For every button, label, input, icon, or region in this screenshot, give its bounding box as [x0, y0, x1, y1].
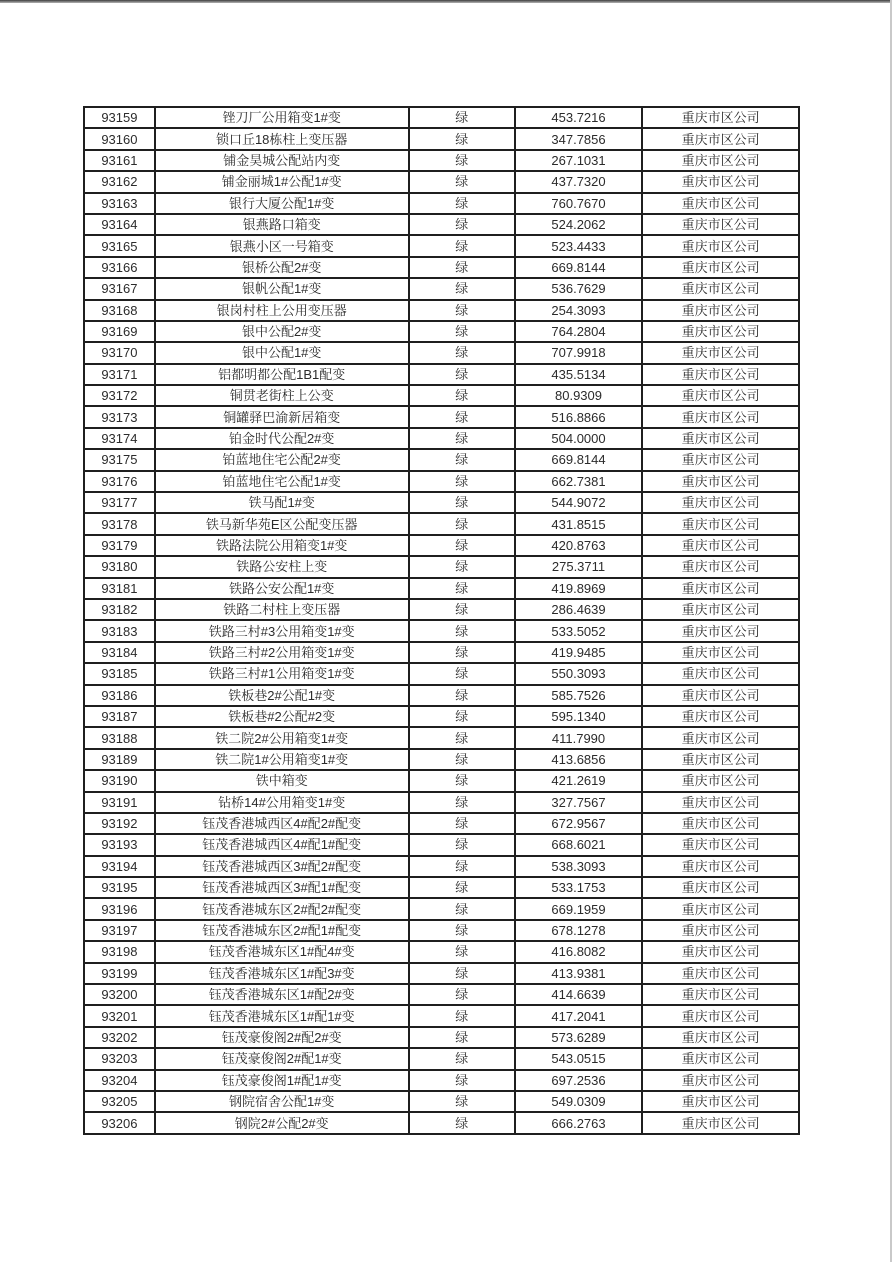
table-row	[84, 235, 799, 256]
cell-record-id: 93187	[84, 706, 155, 727]
cell-record-id: 93181	[84, 578, 155, 599]
cell-transformer-name: 铜罐驿巴渝新居箱变	[155, 406, 409, 427]
cell-record-id: 93179	[84, 535, 155, 556]
cell-company: 重庆市区公司	[642, 300, 799, 321]
table-row	[84, 578, 799, 599]
cell-status: 绿	[409, 300, 515, 321]
cell-status: 绿	[409, 706, 515, 727]
cell-record-id: 93163	[84, 193, 155, 214]
cell-transformer-name: 钰茂香港城东区1#配3#变	[155, 963, 409, 984]
cell-value: 697.2536	[515, 1070, 642, 1091]
cell-record-id: 93188	[84, 727, 155, 748]
cell-record-id: 93178	[84, 513, 155, 534]
cell-value: 420.8763	[515, 535, 642, 556]
table-row	[84, 984, 799, 1005]
cell-record-id: 93166	[84, 257, 155, 278]
table-row	[84, 963, 799, 984]
cell-status: 绿	[409, 385, 515, 406]
cell-company: 重庆市区公司	[642, 963, 799, 984]
cell-transformer-name: 铁路公安柱上变	[155, 556, 409, 577]
table-row	[84, 1091, 799, 1112]
cell-value: 327.7567	[515, 792, 642, 813]
cell-company: 重庆市区公司	[642, 556, 799, 577]
cell-record-id: 93189	[84, 749, 155, 770]
cell-transformer-name: 钰茂香港城东区1#配1#变	[155, 1005, 409, 1026]
cell-record-id: 93192	[84, 813, 155, 834]
cell-record-id: 93203	[84, 1048, 155, 1069]
cell-company: 重庆市区公司	[642, 685, 799, 706]
transformer-data-table	[83, 106, 800, 1135]
cell-value: 347.7856	[515, 128, 642, 149]
cell-company: 重庆市区公司	[642, 1027, 799, 1048]
cell-transformer-name: 钰茂香港城东区1#配2#变	[155, 984, 409, 1005]
table-row	[84, 727, 799, 748]
cell-status: 绿	[409, 663, 515, 684]
cell-company: 重庆市区公司	[642, 535, 799, 556]
cell-record-id: 93198	[84, 941, 155, 962]
cell-company: 重庆市区公司	[642, 642, 799, 663]
cell-record-id: 93173	[84, 406, 155, 427]
cell-value: 516.8866	[515, 406, 642, 427]
cell-company: 重庆市区公司	[642, 428, 799, 449]
cell-company: 重庆市区公司	[642, 578, 799, 599]
cell-status: 绿	[409, 877, 515, 898]
cell-record-id: 93202	[84, 1027, 155, 1048]
cell-transformer-name: 银中公配2#变	[155, 321, 409, 342]
cell-status: 绿	[409, 193, 515, 214]
cell-status: 绿	[409, 535, 515, 556]
table-row	[84, 406, 799, 427]
cell-value: 595.1340	[515, 706, 642, 727]
table-row	[84, 834, 799, 855]
cell-status: 绿	[409, 941, 515, 962]
cell-value: 573.6289	[515, 1027, 642, 1048]
table-row	[84, 385, 799, 406]
cell-transformer-name: 铂蓝地住宅公配2#变	[155, 449, 409, 470]
cell-transformer-name: 铝都明都公配1B1配变	[155, 364, 409, 385]
cell-transformer-name: 铁路三村#3公用箱变1#变	[155, 620, 409, 641]
cell-record-id: 93164	[84, 214, 155, 235]
cell-transformer-name: 钰茂豪俊阁2#配1#变	[155, 1048, 409, 1069]
cell-status: 绿	[409, 214, 515, 235]
cell-record-id: 93183	[84, 620, 155, 641]
cell-status: 绿	[409, 364, 515, 385]
cell-record-id: 93197	[84, 920, 155, 941]
table-row	[84, 620, 799, 641]
cell-transformer-name: 钰茂香港城东区1#配4#变	[155, 941, 409, 962]
cell-value: 524.2062	[515, 214, 642, 235]
cell-status: 绿	[409, 685, 515, 706]
table-row	[84, 321, 799, 342]
cell-company: 重庆市区公司	[642, 471, 799, 492]
table-row	[84, 449, 799, 470]
cell-value: 669.8144	[515, 257, 642, 278]
cell-value: 504.0000	[515, 428, 642, 449]
table-row	[84, 193, 799, 214]
cell-status: 绿	[409, 342, 515, 363]
cell-status: 绿	[409, 492, 515, 513]
cell-transformer-name: 钰茂香港城西区4#配2#配变	[155, 813, 409, 834]
table-row	[84, 856, 799, 877]
cell-value: 668.6021	[515, 834, 642, 855]
cell-value: 666.2763	[515, 1112, 642, 1133]
table-row	[84, 107, 799, 128]
cell-transformer-name: 银帆公配1#变	[155, 278, 409, 299]
cell-record-id: 93169	[84, 321, 155, 342]
cell-transformer-name: 钻桥14#公用箱变1#变	[155, 792, 409, 813]
cell-value: 536.7629	[515, 278, 642, 299]
cell-transformer-name: 钰茂豪俊阁1#配1#变	[155, 1070, 409, 1091]
cell-transformer-name: 铺金丽城1#公配1#变	[155, 171, 409, 192]
cell-status: 绿	[409, 792, 515, 813]
cell-value: 275.3711	[515, 556, 642, 577]
cell-company: 重庆市区公司	[642, 856, 799, 877]
table-body	[84, 107, 799, 1134]
cell-company: 重庆市区公司	[642, 1112, 799, 1133]
cell-status: 绿	[409, 1027, 515, 1048]
table-row	[84, 792, 799, 813]
cell-company: 重庆市区公司	[642, 920, 799, 941]
cell-status: 绿	[409, 278, 515, 299]
cell-record-id: 93186	[84, 685, 155, 706]
cell-status: 绿	[409, 578, 515, 599]
cell-record-id: 93190	[84, 770, 155, 791]
cell-value: 419.9485	[515, 642, 642, 663]
cell-transformer-name: 锁口丘18栋柱上变压器	[155, 128, 409, 149]
cell-company: 重庆市区公司	[642, 449, 799, 470]
cell-company: 重庆市区公司	[642, 364, 799, 385]
cell-status: 绿	[409, 599, 515, 620]
cell-company: 重庆市区公司	[642, 877, 799, 898]
cell-company: 重庆市区公司	[642, 792, 799, 813]
table-row	[84, 171, 799, 192]
cell-status: 绿	[409, 1005, 515, 1026]
table-row	[84, 813, 799, 834]
table-row	[84, 556, 799, 577]
cell-status: 绿	[409, 642, 515, 663]
cell-record-id: 93170	[84, 342, 155, 363]
cell-record-id: 93172	[84, 385, 155, 406]
cell-value: 672.9567	[515, 813, 642, 834]
cell-value: 421.2619	[515, 770, 642, 791]
cell-status: 绿	[409, 920, 515, 941]
table-row	[84, 364, 799, 385]
cell-record-id: 93175	[84, 449, 155, 470]
cell-value: 80.9309	[515, 385, 642, 406]
cell-company: 重庆市区公司	[642, 1048, 799, 1069]
cell-company: 重庆市区公司	[642, 706, 799, 727]
cell-transformer-name: 钰茂香港城东区2#配1#配变	[155, 920, 409, 941]
cell-record-id: 93201	[84, 1005, 155, 1026]
table-row	[84, 877, 799, 898]
cell-record-id: 93161	[84, 150, 155, 171]
cell-status: 绿	[409, 449, 515, 470]
cell-value: 669.8144	[515, 449, 642, 470]
cell-value: 538.3093	[515, 856, 642, 877]
table-row	[84, 1048, 799, 1069]
cell-value: 760.7670	[515, 193, 642, 214]
cell-record-id: 93168	[84, 300, 155, 321]
scan-artifact-top-edge	[0, 0, 892, 3]
cell-value: 543.0515	[515, 1048, 642, 1069]
cell-company: 重庆市区公司	[642, 620, 799, 641]
cell-transformer-name: 钰茂香港城西区3#配2#配变	[155, 856, 409, 877]
cell-record-id: 93185	[84, 663, 155, 684]
cell-value: 417.2041	[515, 1005, 642, 1026]
cell-company: 重庆市区公司	[642, 385, 799, 406]
cell-record-id: 93205	[84, 1091, 155, 1112]
cell-company: 重庆市区公司	[642, 599, 799, 620]
cell-status: 绿	[409, 1112, 515, 1133]
cell-value: 419.8969	[515, 578, 642, 599]
table-row	[84, 428, 799, 449]
cell-company: 重庆市区公司	[642, 727, 799, 748]
cell-transformer-name: 铁路三村#2公用箱变1#变	[155, 642, 409, 663]
cell-value: 413.9381	[515, 963, 642, 984]
cell-transformer-name: 银行大厦公配1#变	[155, 193, 409, 214]
cell-company: 重庆市区公司	[642, 834, 799, 855]
cell-value: 267.1031	[515, 150, 642, 171]
cell-transformer-name: 钰茂豪俊阁2#配2#变	[155, 1027, 409, 1048]
cell-transformer-name: 铁路公安公配1#变	[155, 578, 409, 599]
cell-status: 绿	[409, 620, 515, 641]
table-row	[84, 214, 799, 235]
cell-record-id: 93167	[84, 278, 155, 299]
cell-record-id: 93171	[84, 364, 155, 385]
cell-transformer-name: 铜贯老街柱上公变	[155, 385, 409, 406]
cell-status: 绿	[409, 128, 515, 149]
cell-company: 重庆市区公司	[642, 1091, 799, 1112]
table-row	[84, 941, 799, 962]
table-row	[84, 642, 799, 663]
cell-status: 绿	[409, 834, 515, 855]
cell-transformer-name: 铁二院1#公用箱变1#变	[155, 749, 409, 770]
cell-company: 重庆市区公司	[642, 813, 799, 834]
cell-value: 431.8515	[515, 513, 642, 534]
table-row	[84, 300, 799, 321]
cell-transformer-name: 银岗村柱上公用变压器	[155, 300, 409, 321]
cell-status: 绿	[409, 257, 515, 278]
cell-company: 重庆市区公司	[642, 150, 799, 171]
cell-record-id: 93165	[84, 235, 155, 256]
cell-value: 254.3093	[515, 300, 642, 321]
cell-transformer-name: 铁二院2#公用箱变1#变	[155, 727, 409, 748]
cell-transformer-name: 银中公配1#变	[155, 342, 409, 363]
cell-transformer-name: 钰茂香港城西区3#配1#配变	[155, 877, 409, 898]
cell-status: 绿	[409, 1048, 515, 1069]
cell-company: 重庆市区公司	[642, 214, 799, 235]
table-row	[84, 278, 799, 299]
cell-record-id: 93206	[84, 1112, 155, 1133]
cell-record-id: 93194	[84, 856, 155, 877]
cell-record-id: 93160	[84, 128, 155, 149]
cell-status: 绿	[409, 770, 515, 791]
cell-company: 重庆市区公司	[642, 513, 799, 534]
table-row	[84, 1005, 799, 1026]
cell-status: 绿	[409, 406, 515, 427]
cell-record-id: 93204	[84, 1070, 155, 1091]
cell-value: 669.1959	[515, 898, 642, 919]
cell-transformer-name: 铁板巷#2公配#2变	[155, 706, 409, 727]
cell-company: 重庆市区公司	[642, 1070, 799, 1091]
table-row	[84, 1027, 799, 1048]
table-row	[84, 685, 799, 706]
cell-value: 533.1753	[515, 877, 642, 898]
cell-value: 544.9072	[515, 492, 642, 513]
cell-company: 重庆市区公司	[642, 128, 799, 149]
cell-record-id: 93191	[84, 792, 155, 813]
cell-company: 重庆市区公司	[642, 898, 799, 919]
cell-company: 重庆市区公司	[642, 342, 799, 363]
cell-company: 重庆市区公司	[642, 770, 799, 791]
cell-record-id: 93176	[84, 471, 155, 492]
cell-value: 523.4433	[515, 235, 642, 256]
cell-record-id: 93177	[84, 492, 155, 513]
cell-record-id: 93174	[84, 428, 155, 449]
cell-value: 707.9918	[515, 342, 642, 363]
cell-company: 重庆市区公司	[642, 492, 799, 513]
cell-company: 重庆市区公司	[642, 278, 799, 299]
cell-record-id: 93182	[84, 599, 155, 620]
table-row	[84, 920, 799, 941]
cell-transformer-name: 钰茂香港城东区2#配2#配变	[155, 898, 409, 919]
cell-value: 416.8082	[515, 941, 642, 962]
cell-value: 411.7990	[515, 727, 642, 748]
cell-status: 绿	[409, 856, 515, 877]
cell-status: 绿	[409, 749, 515, 770]
cell-transformer-name: 钢院2#公配2#变	[155, 1112, 409, 1133]
cell-transformer-name: 银燕路口箱变	[155, 214, 409, 235]
cell-value: 435.5134	[515, 364, 642, 385]
cell-transformer-name: 铺金昊城公配站内变	[155, 150, 409, 171]
cell-status: 绿	[409, 471, 515, 492]
cell-company: 重庆市区公司	[642, 171, 799, 192]
cell-transformer-name: 铁路法院公用箱变1#变	[155, 535, 409, 556]
table-row	[84, 128, 799, 149]
cell-value: 662.7381	[515, 471, 642, 492]
cell-record-id: 93196	[84, 898, 155, 919]
cell-status: 绿	[409, 556, 515, 577]
cell-record-id: 93195	[84, 877, 155, 898]
cell-value: 437.7320	[515, 171, 642, 192]
cell-value: 549.0309	[515, 1091, 642, 1112]
cell-transformer-name: 铁马新华苑E区公配变压器	[155, 513, 409, 534]
cell-transformer-name: 铁路二村柱上变压器	[155, 599, 409, 620]
cell-record-id: 93184	[84, 642, 155, 663]
cell-company: 重庆市区公司	[642, 663, 799, 684]
table-row	[84, 471, 799, 492]
cell-company: 重庆市区公司	[642, 749, 799, 770]
cell-transformer-name: 钰茂香港城西区4#配1#配变	[155, 834, 409, 855]
cell-transformer-name: 铁板巷2#公配1#变	[155, 685, 409, 706]
table-row	[84, 535, 799, 556]
table-row	[84, 898, 799, 919]
cell-value: 286.4639	[515, 599, 642, 620]
table-row	[84, 599, 799, 620]
cell-transformer-name: 锉刀厂公用箱变1#变	[155, 107, 409, 128]
table-row	[84, 770, 799, 791]
cell-value: 678.1278	[515, 920, 642, 941]
cell-status: 绿	[409, 984, 515, 1005]
cell-value: 414.6639	[515, 984, 642, 1005]
table-row	[84, 492, 799, 513]
cell-record-id: 93200	[84, 984, 155, 1005]
cell-company: 重庆市区公司	[642, 107, 799, 128]
cell-record-id: 93199	[84, 963, 155, 984]
table-row	[84, 1070, 799, 1091]
cell-record-id: 93162	[84, 171, 155, 192]
cell-value: 533.5052	[515, 620, 642, 641]
cell-value: 453.7216	[515, 107, 642, 128]
cell-company: 重庆市区公司	[642, 257, 799, 278]
cell-status: 绿	[409, 235, 515, 256]
cell-transformer-name: 银桥公配2#变	[155, 257, 409, 278]
cell-transformer-name: 铁马配1#变	[155, 492, 409, 513]
table-row	[84, 342, 799, 363]
cell-transformer-name: 铁中箱变	[155, 770, 409, 791]
cell-status: 绿	[409, 107, 515, 128]
cell-status: 绿	[409, 150, 515, 171]
table-row	[84, 663, 799, 684]
cell-transformer-name: 银燕小区一号箱变	[155, 235, 409, 256]
cell-value: 413.6856	[515, 749, 642, 770]
table-row	[84, 513, 799, 534]
cell-company: 重庆市区公司	[642, 406, 799, 427]
cell-status: 绿	[409, 727, 515, 748]
table-row	[84, 150, 799, 171]
cell-company: 重庆市区公司	[642, 193, 799, 214]
cell-record-id: 93193	[84, 834, 155, 855]
cell-status: 绿	[409, 171, 515, 192]
cell-value: 764.2804	[515, 321, 642, 342]
cell-company: 重庆市区公司	[642, 941, 799, 962]
cell-status: 绿	[409, 1091, 515, 1112]
cell-status: 绿	[409, 898, 515, 919]
cell-value: 550.3093	[515, 663, 642, 684]
cell-status: 绿	[409, 513, 515, 534]
table-row	[84, 749, 799, 770]
cell-company: 重庆市区公司	[642, 321, 799, 342]
cell-company: 重庆市区公司	[642, 984, 799, 1005]
cell-transformer-name: 钢院宿舍公配1#变	[155, 1091, 409, 1112]
cell-record-id: 93159	[84, 107, 155, 128]
cell-status: 绿	[409, 321, 515, 342]
cell-status: 绿	[409, 1070, 515, 1091]
cell-transformer-name: 铂蓝地住宅公配1#变	[155, 471, 409, 492]
cell-record-id: 93180	[84, 556, 155, 577]
table-row	[84, 1112, 799, 1133]
cell-status: 绿	[409, 963, 515, 984]
cell-value: 585.7526	[515, 685, 642, 706]
table-row	[84, 706, 799, 727]
cell-transformer-name: 铁路三村#1公用箱变1#变	[155, 663, 409, 684]
cell-transformer-name: 铂金时代公配2#变	[155, 428, 409, 449]
cell-status: 绿	[409, 428, 515, 449]
table-row	[84, 257, 799, 278]
cell-status: 绿	[409, 813, 515, 834]
cell-company: 重庆市区公司	[642, 1005, 799, 1026]
cell-company: 重庆市区公司	[642, 235, 799, 256]
